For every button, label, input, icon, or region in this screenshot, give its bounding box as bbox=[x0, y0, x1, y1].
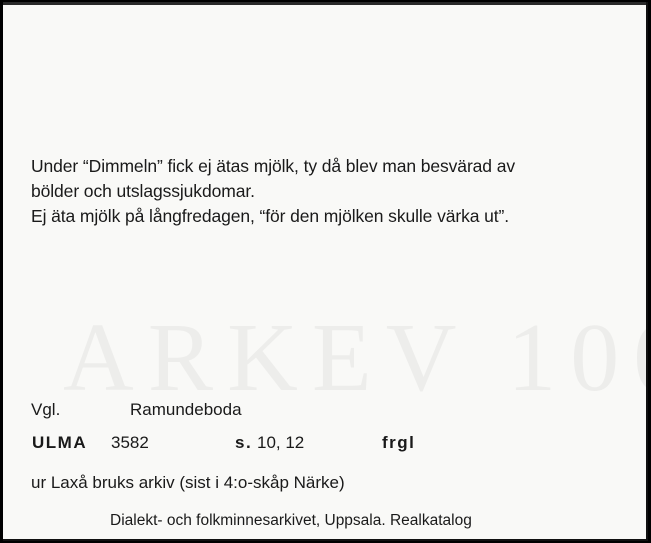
entry-line: Ej äta mjölk på långfredagen, “för den mjölken skulle värka ut”. bbox=[31, 206, 510, 226]
page-numbers: 10, 12 bbox=[257, 433, 305, 452]
entry-text bbox=[31, 154, 631, 229]
catalog-card bbox=[3, 2, 648, 541]
entry-line: Under “Dimmeln” fick ej ätas mjölk, ty då blev man besvärad av bbox=[31, 156, 515, 176]
parish-name: Ramundeboda bbox=[130, 400, 242, 419]
genre-code: frgl bbox=[382, 433, 416, 452]
footer-text: Dialekt- och folkminnesarkivet, Uppsala. Realkatalog bbox=[110, 512, 472, 529]
archive-number: 3582 bbox=[111, 433, 149, 452]
entry-line: bölder och utslagssjukdomar. bbox=[31, 181, 255, 201]
bleed-through-text bbox=[63, 302, 648, 414]
page-label: s. bbox=[235, 433, 253, 452]
archive-label: ULMA bbox=[32, 433, 88, 452]
compare-label: Vgl. bbox=[31, 400, 61, 419]
source-text: ur Laxå bruks arkiv (sist i 4:o-skåp Närke) bbox=[31, 473, 345, 492]
card-top-edge bbox=[3, 2, 646, 5]
